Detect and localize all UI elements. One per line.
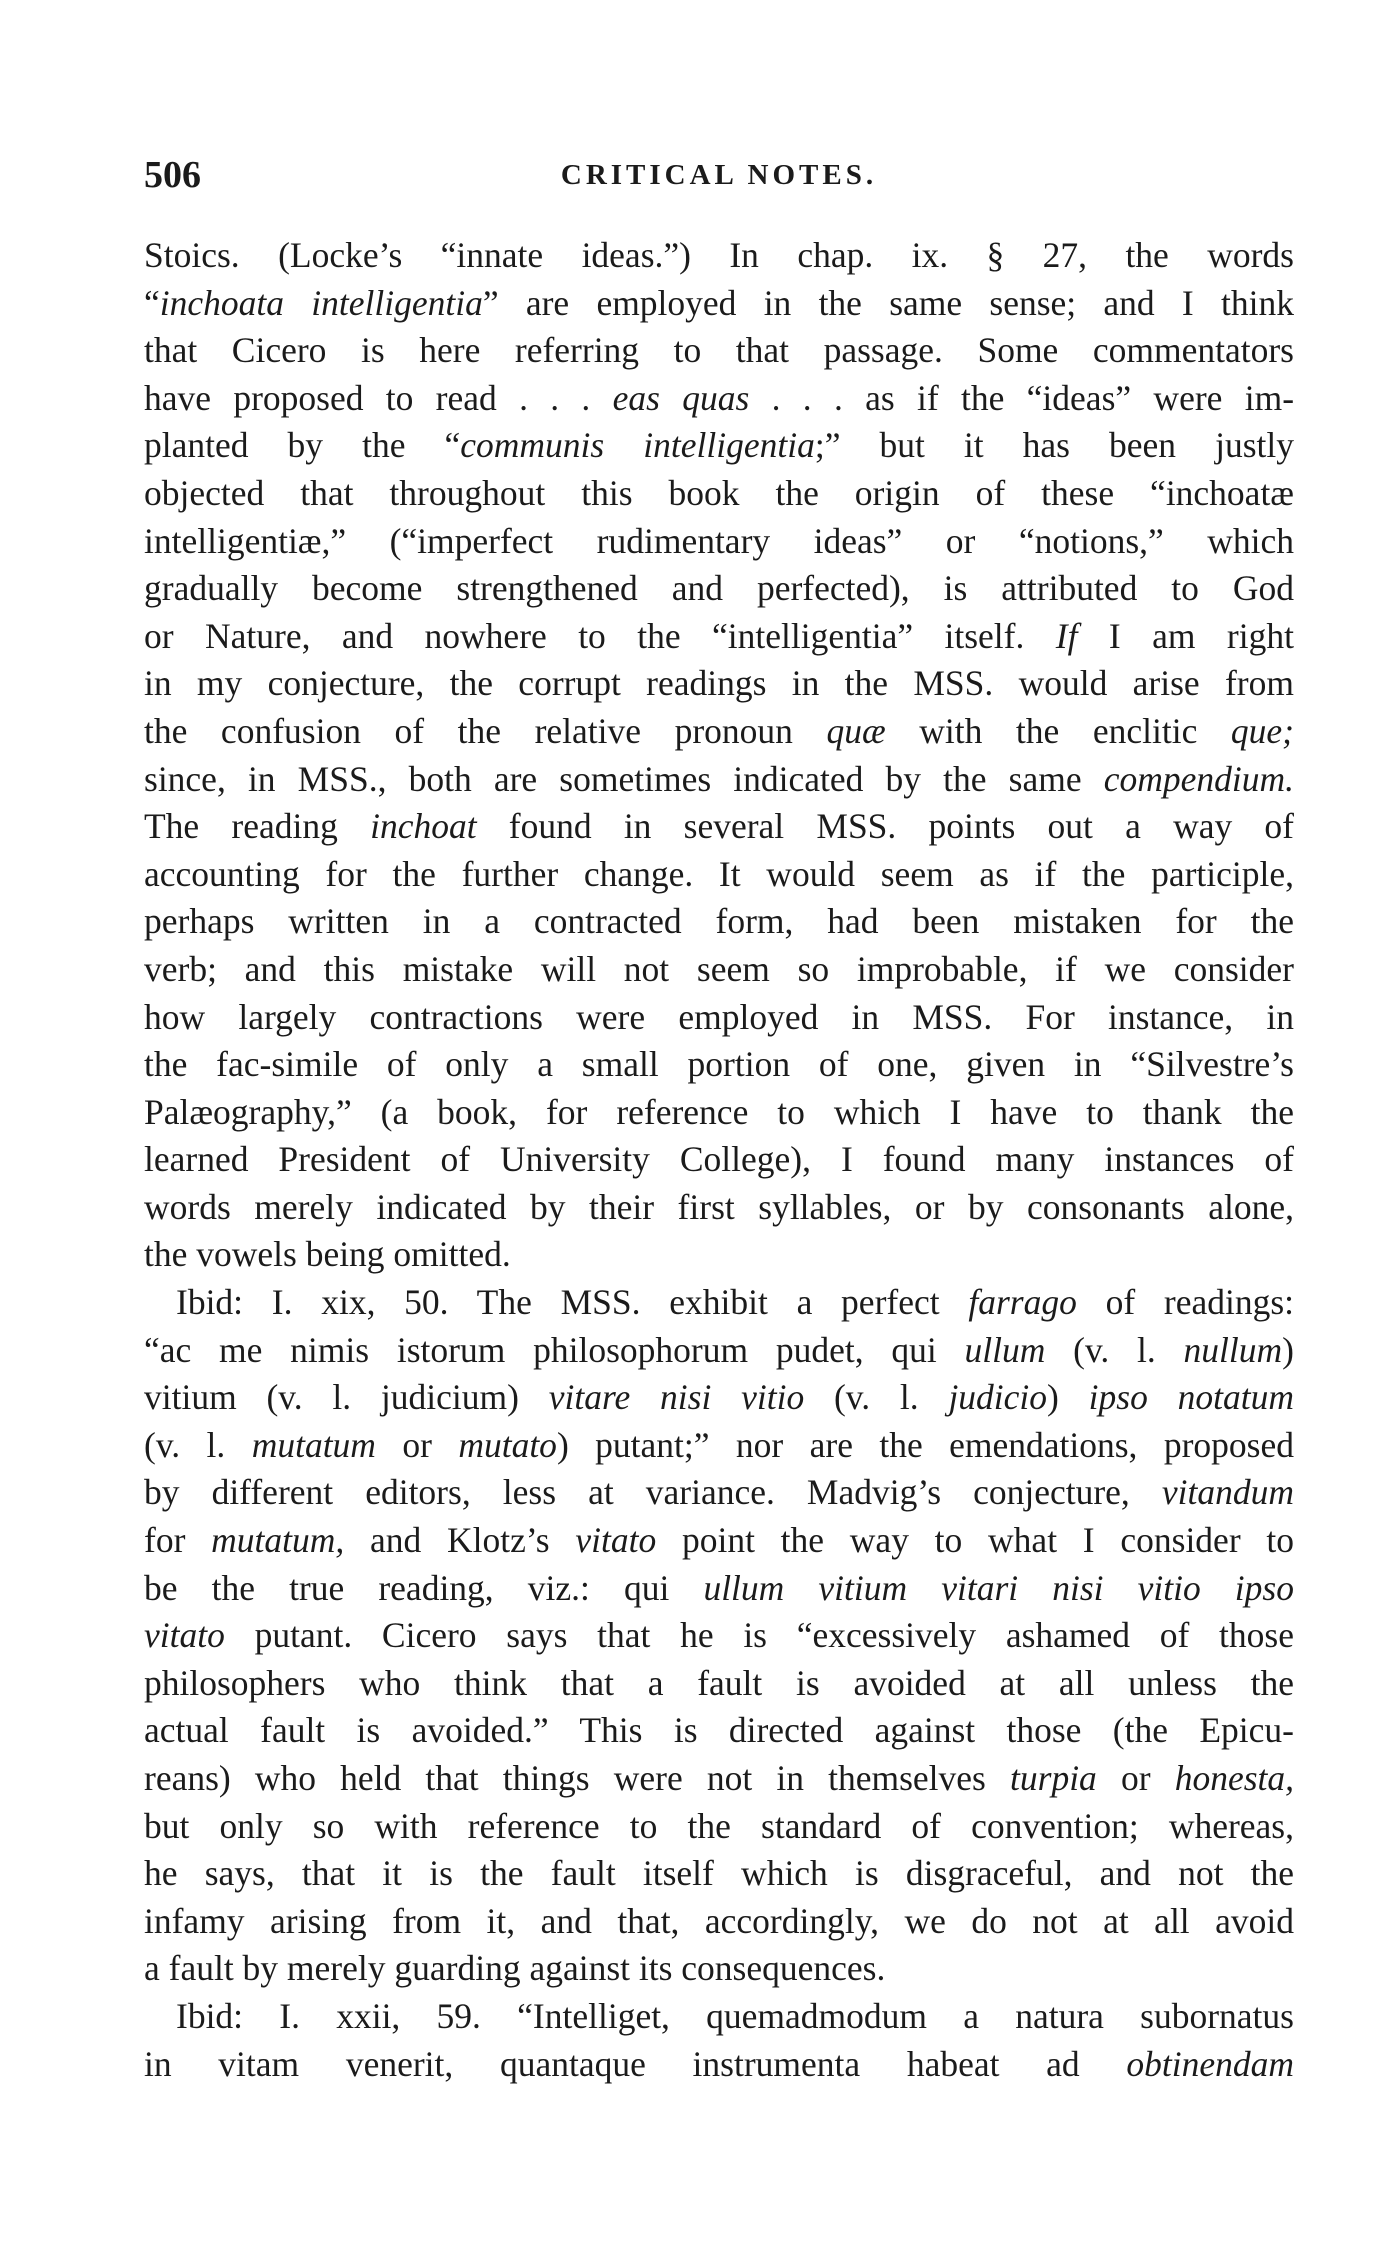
italic-text: mutato [458,1424,557,1465]
text-segment: words merely indicated by their first syllables, or by consonants alone, [144,1186,1294,1227]
text-line [144,1469,1294,1517]
body-text [144,232,1294,2088]
text-segment: have proposed to read . . . [144,377,613,418]
text-segment: The reading [144,806,371,847]
text-line [144,1231,1294,1279]
italic-text: inchoat [370,806,477,847]
italic-text: If [1055,615,1078,656]
text-segment: objected that throughout this book the origin of these “inchoatæ [144,472,1294,513]
text-line [144,1089,1294,1137]
text-segment: or [1096,1758,1175,1798]
italic-text: communis intelligentia [460,425,815,466]
text-segment: be the true reading, viz.: qui [144,1567,704,1608]
text-segment: and Klotz’s [344,1520,576,1561]
text-line [144,565,1294,613]
italic-text: mutatum [251,1424,376,1465]
text-segment: verb; and this mistake will not seem so improbable, if we consider [144,948,1294,989]
text-segment: in my conjecture, the corrupt readings in the MSS. would arise from [144,663,1294,704]
text-segment: for [144,1520,212,1561]
italic-text: nullum [1183,1329,1283,1370]
text-segment: since, in MSS., both are sometimes indicated by the same [144,758,1104,799]
text-line [144,375,1294,423]
italic-text: inchoata intelligentia [159,282,483,323]
text-segment: by different editors, less at variance. Madvig’s conjecture, [144,1472,1162,1513]
italic-text: eas quas [612,377,750,418]
text-line [144,1517,1294,1565]
text-segment: intelligentiæ,” (“imperfect rudimentary ideas” or “notions,” which [144,520,1294,561]
text-line [144,1612,1294,1660]
text-line [144,1422,1294,1470]
text-line [144,1993,1294,2041]
text-segment: or [375,1424,459,1465]
text-segment: of readings: [1076,1282,1294,1323]
text-segment: perhaps written in a contracted form, had been mistaken for the [144,901,1294,942]
text-line [144,1898,1294,1946]
text-segment: actual fault is avoided.” This is directed against those (the Epicu- [144,1710,1294,1751]
text-segment: gradually become strengthened and perfected), is attributed to God [144,568,1294,609]
text-segment: learned President of University College), I found many instances of [144,1139,1294,1180]
italic-text: compendium. [1103,758,1294,799]
text-line [144,660,1294,708]
text-segment: Stoics. (Locke’s “innate ideas.”) In chap. ix. § 27, the words [144,235,1294,275]
italic-text: obtinendam [1126,2043,1294,2084]
text-segment: I am right [1077,615,1294,656]
text-line [144,232,1294,280]
text-line [144,470,1294,518]
text-segment: found in several MSS. points out a way of [476,806,1295,847]
italic-text: vitandum [1161,1472,1294,1513]
text-segment: point the way to what I consider to [656,1520,1294,1561]
text-segment: with the enclitic [885,710,1231,751]
text-line [144,1136,1294,1184]
italic-text: vitare nisi vitio [548,1377,805,1418]
text-line [144,613,1294,661]
text-segment: the fac-simile of only a small portion of one, given in “Silvestre’s [144,1044,1294,1085]
text-line [144,1707,1294,1755]
text-line [144,994,1294,1042]
page-header [144,150,1294,200]
text-segment: philosophers who think that a fault is avoided at all unless the [144,1662,1294,1703]
italic-text: ullum vitium vitari nisi vitio ipso [703,1567,1294,1608]
text-segment: planted by the “ [144,425,461,466]
text-segment: he says, that it is the fault itself which is disgraceful, and not the [144,1853,1294,1894]
text-segment: ) [1282,1329,1294,1370]
text-line [144,1184,1294,1232]
text-line [144,946,1294,994]
italic-text: judicio [948,1377,1048,1418]
page-number: 506 [144,154,201,196]
text-segment: a fault by merely guarding against its consequences. [144,1948,886,1989]
text-segment: infamy arising from it, and that, accordingly, we do not at all avoid [144,1900,1294,1941]
text-segment: ” are employed in the same sense; and I think [482,282,1294,323]
italic-text: turpia [1010,1758,1097,1798]
text-segment: or Nature, and nowhere to the “intelligentia” itself. [144,615,1056,656]
text-line [144,1660,1294,1708]
text-segment: that Cicero is here referring to that passage. Some commentators [144,330,1294,371]
text-line [144,803,1294,851]
text-segment: but only so with reference to the standard of convention; whereas, [144,1805,1294,1846]
text-line [144,1041,1294,1089]
text-line [144,518,1294,566]
text-segment: the confusion of the relative pronoun [144,710,827,751]
text-line [144,1850,1294,1898]
text-segment: ;” but it has been justly [814,425,1295,466]
text-segment: how largely contractions were employed in MSS. For instance, in [144,996,1294,1037]
text-line [144,1374,1294,1422]
italic-text: ullum [964,1329,1046,1370]
text-segment: the vowels being omitted. [144,1234,511,1275]
running-head: CRITICAL NOTES. [560,159,878,191]
text-segment: in vitam venerit, quantaque instrumenta habeat ad [144,2043,1127,2084]
text-segment: (v. l. [1045,1329,1184,1370]
text-segment: Palæography,” (a book, for reference to which I have to thank the [144,1091,1294,1132]
text-segment: vitium (v. l. judicium) [144,1377,549,1418]
italic-text: farrago [968,1282,1077,1323]
text-segment: accounting for the further change. It would seem as if the participle, [144,853,1294,894]
text-line [144,851,1294,899]
text-segment: Ibid: I. xxii, 59. “Intelliget, quemadmodum a natura subornatus [176,1995,1294,2036]
text-line [144,1565,1294,1613]
text-segment: (v. l. [144,1424,252,1465]
text-line [144,422,1294,470]
italic-text: ipso notatum [1088,1377,1294,1418]
text-segment: “ac me nimis istorum philosophorum pudet, qui [144,1329,965,1370]
text-line [144,756,1294,804]
text-segment: Ibid: I. xix, 50. The MSS. exhibit a perfect [176,1282,969,1323]
text-segment: . . . as if the “ideas” were im- [749,377,1295,418]
italic-text: vitato [575,1520,657,1561]
text-line [144,1803,1294,1851]
text-segment: reans) who held that things were not in themselves [144,1758,1011,1798]
text-line [144,1945,1294,1993]
text-line [144,708,1294,756]
italic-text: quæ [826,710,886,751]
text-line [144,1279,1294,1327]
italic-text: que; [1230,710,1294,751]
text-line [144,280,1294,328]
italic-text: vitato [144,1615,225,1656]
text-segment: putant. Cicero says that he is “excessively ashamed of those [224,1615,1294,1656]
text-segment: (v. l. [804,1377,949,1418]
text-segment: “ [144,282,160,323]
italic-text: honesta, [1174,1758,1294,1798]
text-segment: ) putant;” nor are the emendations, proposed [556,1424,1294,1465]
italic-text: mutatum, [211,1520,345,1561]
text-line [144,898,1294,946]
text-line [144,2041,1294,2089]
text-line [144,327,1294,375]
text-line [144,1327,1294,1375]
text-segment: ) [1047,1377,1089,1418]
text-line [144,1755,1294,1803]
